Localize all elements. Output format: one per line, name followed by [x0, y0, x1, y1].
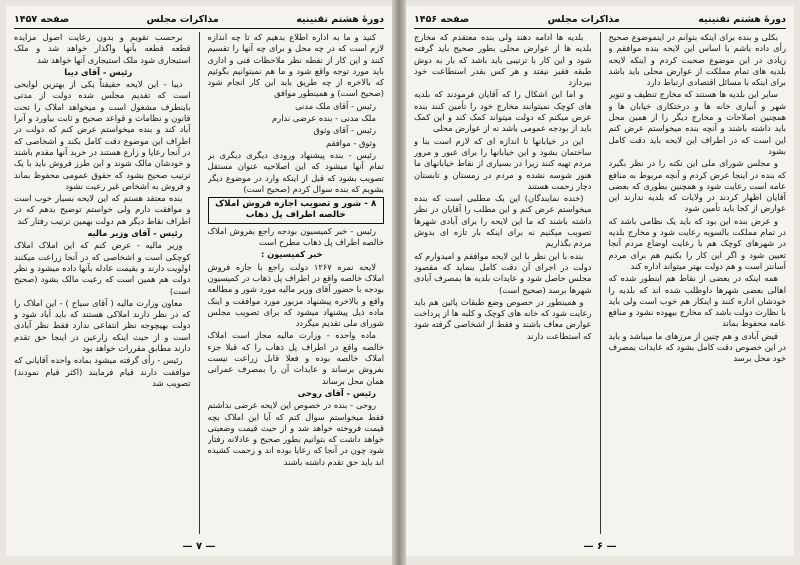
paragraph: برحسب تقویم و بدون رعایت اصول مزایده قطعه قطعه بآنها واگذار خواهد شد و ملک استیجاری شود ملک استیجاری آنها خواهد شد — [14, 32, 191, 65]
speaker-line: وثوق - موافقم — [325, 137, 376, 148]
right-page-columns — [414, 32, 786, 534]
left-page-columns — [14, 32, 384, 534]
column-divider — [600, 32, 601, 534]
paragraph: فیض آبادی و هم چنین از مرزهای ما میباشد و باید در این خصوص دقت کامل بشود که عایدات بمصرف خود محل برسد — [608, 330, 786, 364]
paragraph: رئیس - رأی گرفته میشود بماده واحده آقایانی که موافقت دارند قیام فرمایند (اکثر قیام نمودند) تصویب شد — [14, 355, 191, 388]
paragraph: بنده معتقد هستم که این لایحه بسیار خوب است و موافقت دارم ولی خواستم توضیح بدهم که در اطراف نقاط دیگر هم دولت بهمین ترتیب رفتار کند — [14, 193, 191, 226]
left-page-header — [14, 10, 384, 29]
paragraph: و مجلس شورای ملی این نکته را در نظر بگیرد که بنده در اینجا عرض کردم و آنچه مربوط به منافع عامه است رعایت شود و همچنین بطوری که بعضی آقایان اظهار کردند در ولایات که بلدیه ندارند این عوارض از کجا باید تأمین شود — [608, 158, 786, 214]
speaker-line: رئیس - آقای ملک مدنی — [295, 100, 376, 111]
paragraph: ماده واحده - وزارت مالیه مجاز است املاک خالصه واقع در اطراف پل ذهاب را که قبلا جزء املاک خالصه بوده و فعلا قابل زراعت نیست بفروش برساند و عایدات آن را بمصرف عمرانی همان محل برساند — [207, 330, 384, 386]
committee-report-label: خبر کمیسیون : — [260, 249, 323, 260]
left-session-label: دورهٔ هشتم تقنینیه — [296, 13, 384, 25]
left-page — [6, 6, 392, 556]
speaker-line: رئیس - آقای روحی — [297, 387, 376, 398]
right-session-label: دورهٔ هشتم تقنینیه — [698, 13, 786, 25]
paragraph: بلدیه ها ادامه دهند ولی بنده معتقدم که مخارج بلدیه ها از عوارض محلی بطور صحیح باید گرفته شود و این کار با ترتیبی باید باشد که بار به دوش طبقه فقیر نیفتد و هر کس بقدر استطاعت خود بپردازد — [414, 32, 592, 88]
paragraph: بکلی و بنده برای اینکه بتوانم در اینموضوع صحیح رأی داده باشم با اساس این لایحه بنده موافقم و زیادی در این موضوع صحبت کردم و اینکه لایحه بلدیه های تمام مملکت از عوارض محلی باید باشد برای اینکه با مسائل اقتصادی ارتباط دارد — [608, 32, 786, 88]
book-gutter — [392, 0, 406, 565]
paragraph: معاون وزارت مالیه ( آقای سیاح ) - این املاک را که در نظر دارند املاکی هستند که باید آباد شود و دولت بهیچوجه نظر انتفاعی ندارد فقط نظر آبادی است و از حیث اینکه زارعین در اینجا حق تقدم دارند مطابق مقررات خواهد بود — [14, 297, 191, 354]
right-page-right-column — [609, 32, 787, 534]
paragraph: (خنده نمایندگان) این یک مطلبی است که بنده میخواستم عرض کنم و این مطلب را آقایان در نظر داشته باشند که ما این لایحه را برای آبادی شهرها تصویب میکنیم نه برای اینکه بار تازه ای بدوش مردم بگذاریم — [414, 193, 592, 249]
paragraph: سایر این بلدیه ها هستند که مخارج تنظیف و تنویر شهر و آبیاری خانه ها و درختکاری خیابان ها و همچنین اصلاحات و مخارج دیگر را از همین محل باید داشته باشند و آنچه بنده میخواستم عرض کنم این است که در اطراف این لایحه باید دقت کامل بشود — [608, 89, 786, 156]
paragraph: روحی - بنده در خصوص این لایحه عرضی نداشتم فقط میخواستم سوال کنم که آیا این املاک بچه قیمت فروخته خواهد شد و از حیث قیمت وضعیتی خواهد داشت که بتوانیم بطور صحیح و عادلانه رفتار شود چون در آنجا که رعایا بوده اند و زحمت کشیده اند باید حق تقدم داشته باشند — [207, 400, 384, 467]
paragraph: این در خیابانها تا اندازه ای که لازم است بنا و ساختمان بشود و این خیابانها را برای عبور و مرور مردم تهیه کنند زیرا در بسیاری از نقاط خیابانهای ما هنوز شوسه نشده و مردم در زمستان و تابستان دچار زحمت هستند — [414, 135, 592, 191]
right-page-left-column — [414, 32, 592, 534]
left-page-title: مذاکرات مجلس — [146, 13, 219, 25]
paragraph: لایحه نمره ۱۲۶۷ دولت راجع با جازه فروش املاک خالصه واقع در اطراف پل ذهاب در کمیسیون بودجه با حضور آقای وزیر مالیه مورد شور و مطالعه واقع و بالاخره پیشنهاد مزبور مورد موافقت و اینک ماده ذیل پیشنهاد میشود که برای تصویب مجلس شورای ملی تقدیم میگردد — [207, 261, 384, 329]
left-page-number-label: صفحه ۱۴۵۷ — [14, 13, 70, 25]
paragraph: و عرض بنده این بود که باید یک نظامی باشد که در تمام مملکت بالسویه رعایت شود و مخارج بلدیه در شهرهای کوچک هم با رعایت اوضاع مردم آنجا تعیین شود و اگر این کار را بکنیم هم برای مردم آسانتر است و هم دولت بهتر میتواند اداره کند — [608, 215, 786, 271]
section-heading: ۸ - شور و تصویب اجازه فروش املاک خالصه اطراف پل ذهاب — [208, 197, 385, 224]
left-page-left-column — [14, 32, 191, 534]
paragraph: وزیر مالیه - عرض کنم که این املاک املاک کوچکی است و اشخاصی که در آنجا زراعت میکنند اولویت دارند و بقیمت عادله بآنها داده میشود و نظر دولت هم همین است که رعیت مالک بشود (صحیح است) — [14, 240, 191, 296]
right-page-header — [414, 10, 786, 29]
right-page-title: مذاکرات مجلس — [547, 13, 620, 25]
right-page-number-label: صفحه ۱۴۵۶ — [414, 13, 470, 25]
paragraph: کنید و ما به اداره اطلاع بدهیم که تا چه اندازه لازم است که در چه محل و برای چه آنها را تقسیم کنند و این کار از نقطه نظر ملاحظات فنی و اداری باید مورد توجه واقع شود و ما هم نمیتوانیم بگوئیم که بالاخره از چه طریق باید این کار انجام شود (صحیح است) و همینطور موافق — [207, 32, 384, 99]
paragraph: بنده با این نظر با این لایحه موافقم و امیدوارم که دولت در اجرای آن دقت کامل بنماید که مقصود مجلس حاصل شود و عایدات بلدیه ها بمصرف آبادی شهرها برسد (صحیح است) — [414, 250, 592, 295]
paragraph: رئیس - خبر کمیسیون بودجه راجع بفروش املاک خالصه اطراف پل ذهاب مطرح است — [207, 225, 384, 248]
paragraph: و اما این اشکال را که آقایان فرمودند که بلدیه های کوچک نمیتوانند مخارج خود را تأمین کنند بنده عرض میکنم که دولت میتواند کمک کند و این کمک باید از بودجه عمومی باشد نه از عوارض محلی — [414, 89, 592, 134]
right-page — [406, 6, 794, 556]
paragraph: دیبا - این لایحه حقیقتاً یکی از بهترین لوایحی است که تقدیم مجلس شده دولت از مدتی باینطرف مشغول است و میخواهد املاک را تحت قانون و نظامات و قواعد صحیح و ثابت بیاورد و آنرا آباد کند و بنده میخواستم عرض کنم که دولت در اطراف این موضوع دقت کامل بکند و اشخاصی که در آنجا رعایا و زارع هستند در خرید آنها مقدم باشند و خودشان مالک شوند و این طرز فروش باید با یک ترتیب صحیح بشود که حقوق عمومی محفوظ بماند و فروش به اشخاص غیر رعیت نشود — [14, 79, 191, 191]
paragraph: همه اینکه در بعضی از نقاط هم اینطور شده که اهالی بعضی شهرها داوطلب شده اند که بلدیه را خودشان اداره کنند و اینکار هم خوب است ولی باید با نظارت دولت باشد که مخارج بیهوده نشود و منافع عامه محفوظ بماند — [608, 273, 786, 329]
speaker-line: رئیس - آقای دیبا — [64, 66, 133, 77]
right-page-folio: — ۶ — — [583, 541, 617, 552]
left-page-folio: — ۷ — — [182, 541, 216, 552]
paragraph: رئیس - بنده پیشنهاد ورودی دیگری دیگری بر تمام آنها میشود که این اصلاحیه عنوان مستقل تصویب بشود که قبل از اینکه وارد در موضوع دیگر بشویم که بنده سوال کردم (صحیح است) — [207, 149, 384, 194]
speaker-line: رئیس - آقای وثوق — [313, 125, 376, 136]
left-page-right-column — [208, 32, 385, 534]
speaker-line: ملک مدنی - بنده عرضی ندارم — [272, 113, 376, 124]
paragraph: و همینطور در خصوص وضع طبقات پائین هم باید رعایت شود که خانه های کوچک و کلبه ها از پرداخت عوارض معاف باشند و فقط از اشخاصی گرفته شود که استطاعت دارند — [414, 296, 592, 341]
column-divider — [199, 32, 200, 534]
speaker-line: رئیس - آقای وزیر مالیه — [87, 228, 183, 239]
